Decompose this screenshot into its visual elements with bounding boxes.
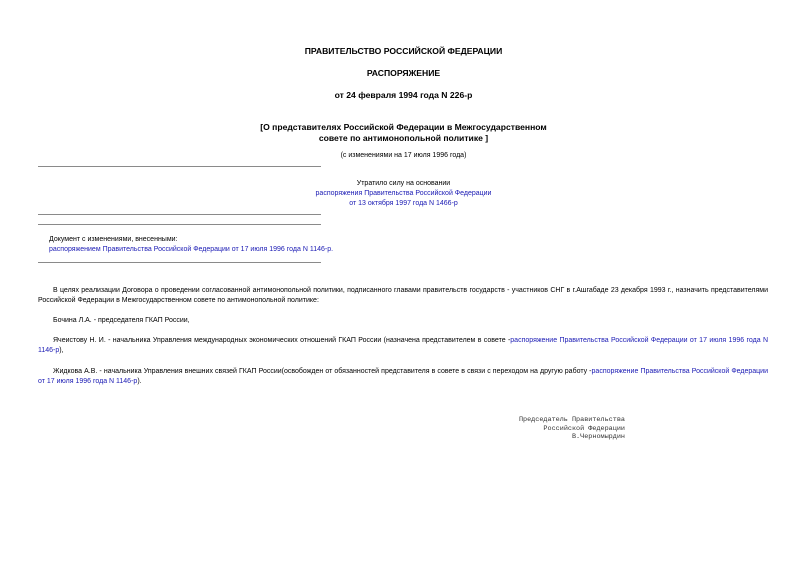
appointee-3 xyxy=(38,367,768,387)
appointee-2-text: Ячеистову Н. И. - начальника Управления международных экономических отношений ГКАП России (назначена представителем в совете - xyxy=(53,337,511,344)
signature-title: Председатель Правительства xyxy=(518,416,625,424)
changes-link[interactable]: распоряжением Правительства Российской Федерации от 17 июля 1996 года N 1146-р. xyxy=(49,246,334,253)
document-title-line-2: совете по антимонопольной политике ] xyxy=(318,133,489,143)
repeal-link-line-2[interactable]: от 13 октября 1997 года N 1466-р xyxy=(349,200,458,207)
appointee-3-text: Жидкова А.В. - начальника Управления внешних связей ГКАП России(освобожден от обязанностей представителя в совете в связи с переходом на другую работу - xyxy=(53,368,592,375)
divider xyxy=(38,262,321,263)
document-authority: ПРАВИТЕЛЬСТВО РОССИЙСКОЙ ФЕДЕРАЦИИ xyxy=(304,46,503,56)
intro-paragraph: В целях реализации Договора о проведении согласованной антимонопольной политики, подписанного главами правительств государств - участников СНГ в г.Ашгабаде 23 декабря 1993 г., назначить представителями Российской Федерации в Межгосударственном совете по антимонопольной политике: xyxy=(38,287,768,304)
appointee-2 xyxy=(38,336,768,356)
amendments-note: (с изменениями на 17 июля 1996 года) xyxy=(340,152,467,159)
divider xyxy=(38,166,321,167)
document-date-number: от 24 февраля 1994 года N 226-р xyxy=(334,90,473,100)
signature-country: Российской Федерации xyxy=(543,424,625,433)
signature-block xyxy=(516,416,625,442)
appointee-1: Бочина Л.А. - председателя ГКАП России, xyxy=(53,317,190,324)
divider xyxy=(38,214,321,215)
repeal-link-line-1[interactable]: распоряжения Правительства Российской Федерации xyxy=(315,190,492,197)
appointee-3-end: ). xyxy=(137,378,142,385)
changes-note: Документ с изменениями, внесенными: xyxy=(49,236,178,243)
divider xyxy=(38,224,321,225)
appointee-2-link[interactable]: распоряжение Правительства Российской Федерации от 17 июля 1996 года N 1146-р xyxy=(38,337,768,354)
appointee-2-end: ), xyxy=(59,347,64,354)
signature-name: В.Черномырдин xyxy=(571,433,625,441)
appointee-3-link[interactable]: распоряжение Правительства Российской Федерации от 17 июля 1996 года N 1146-р xyxy=(38,368,768,385)
document-type: РАСПОРЯЖЕНИЕ xyxy=(366,68,441,78)
document-title-line-1: [О представителях Российской Федерации в Межгосударственном xyxy=(260,122,547,132)
repeal-note: Утратило силу на основании xyxy=(356,180,451,187)
